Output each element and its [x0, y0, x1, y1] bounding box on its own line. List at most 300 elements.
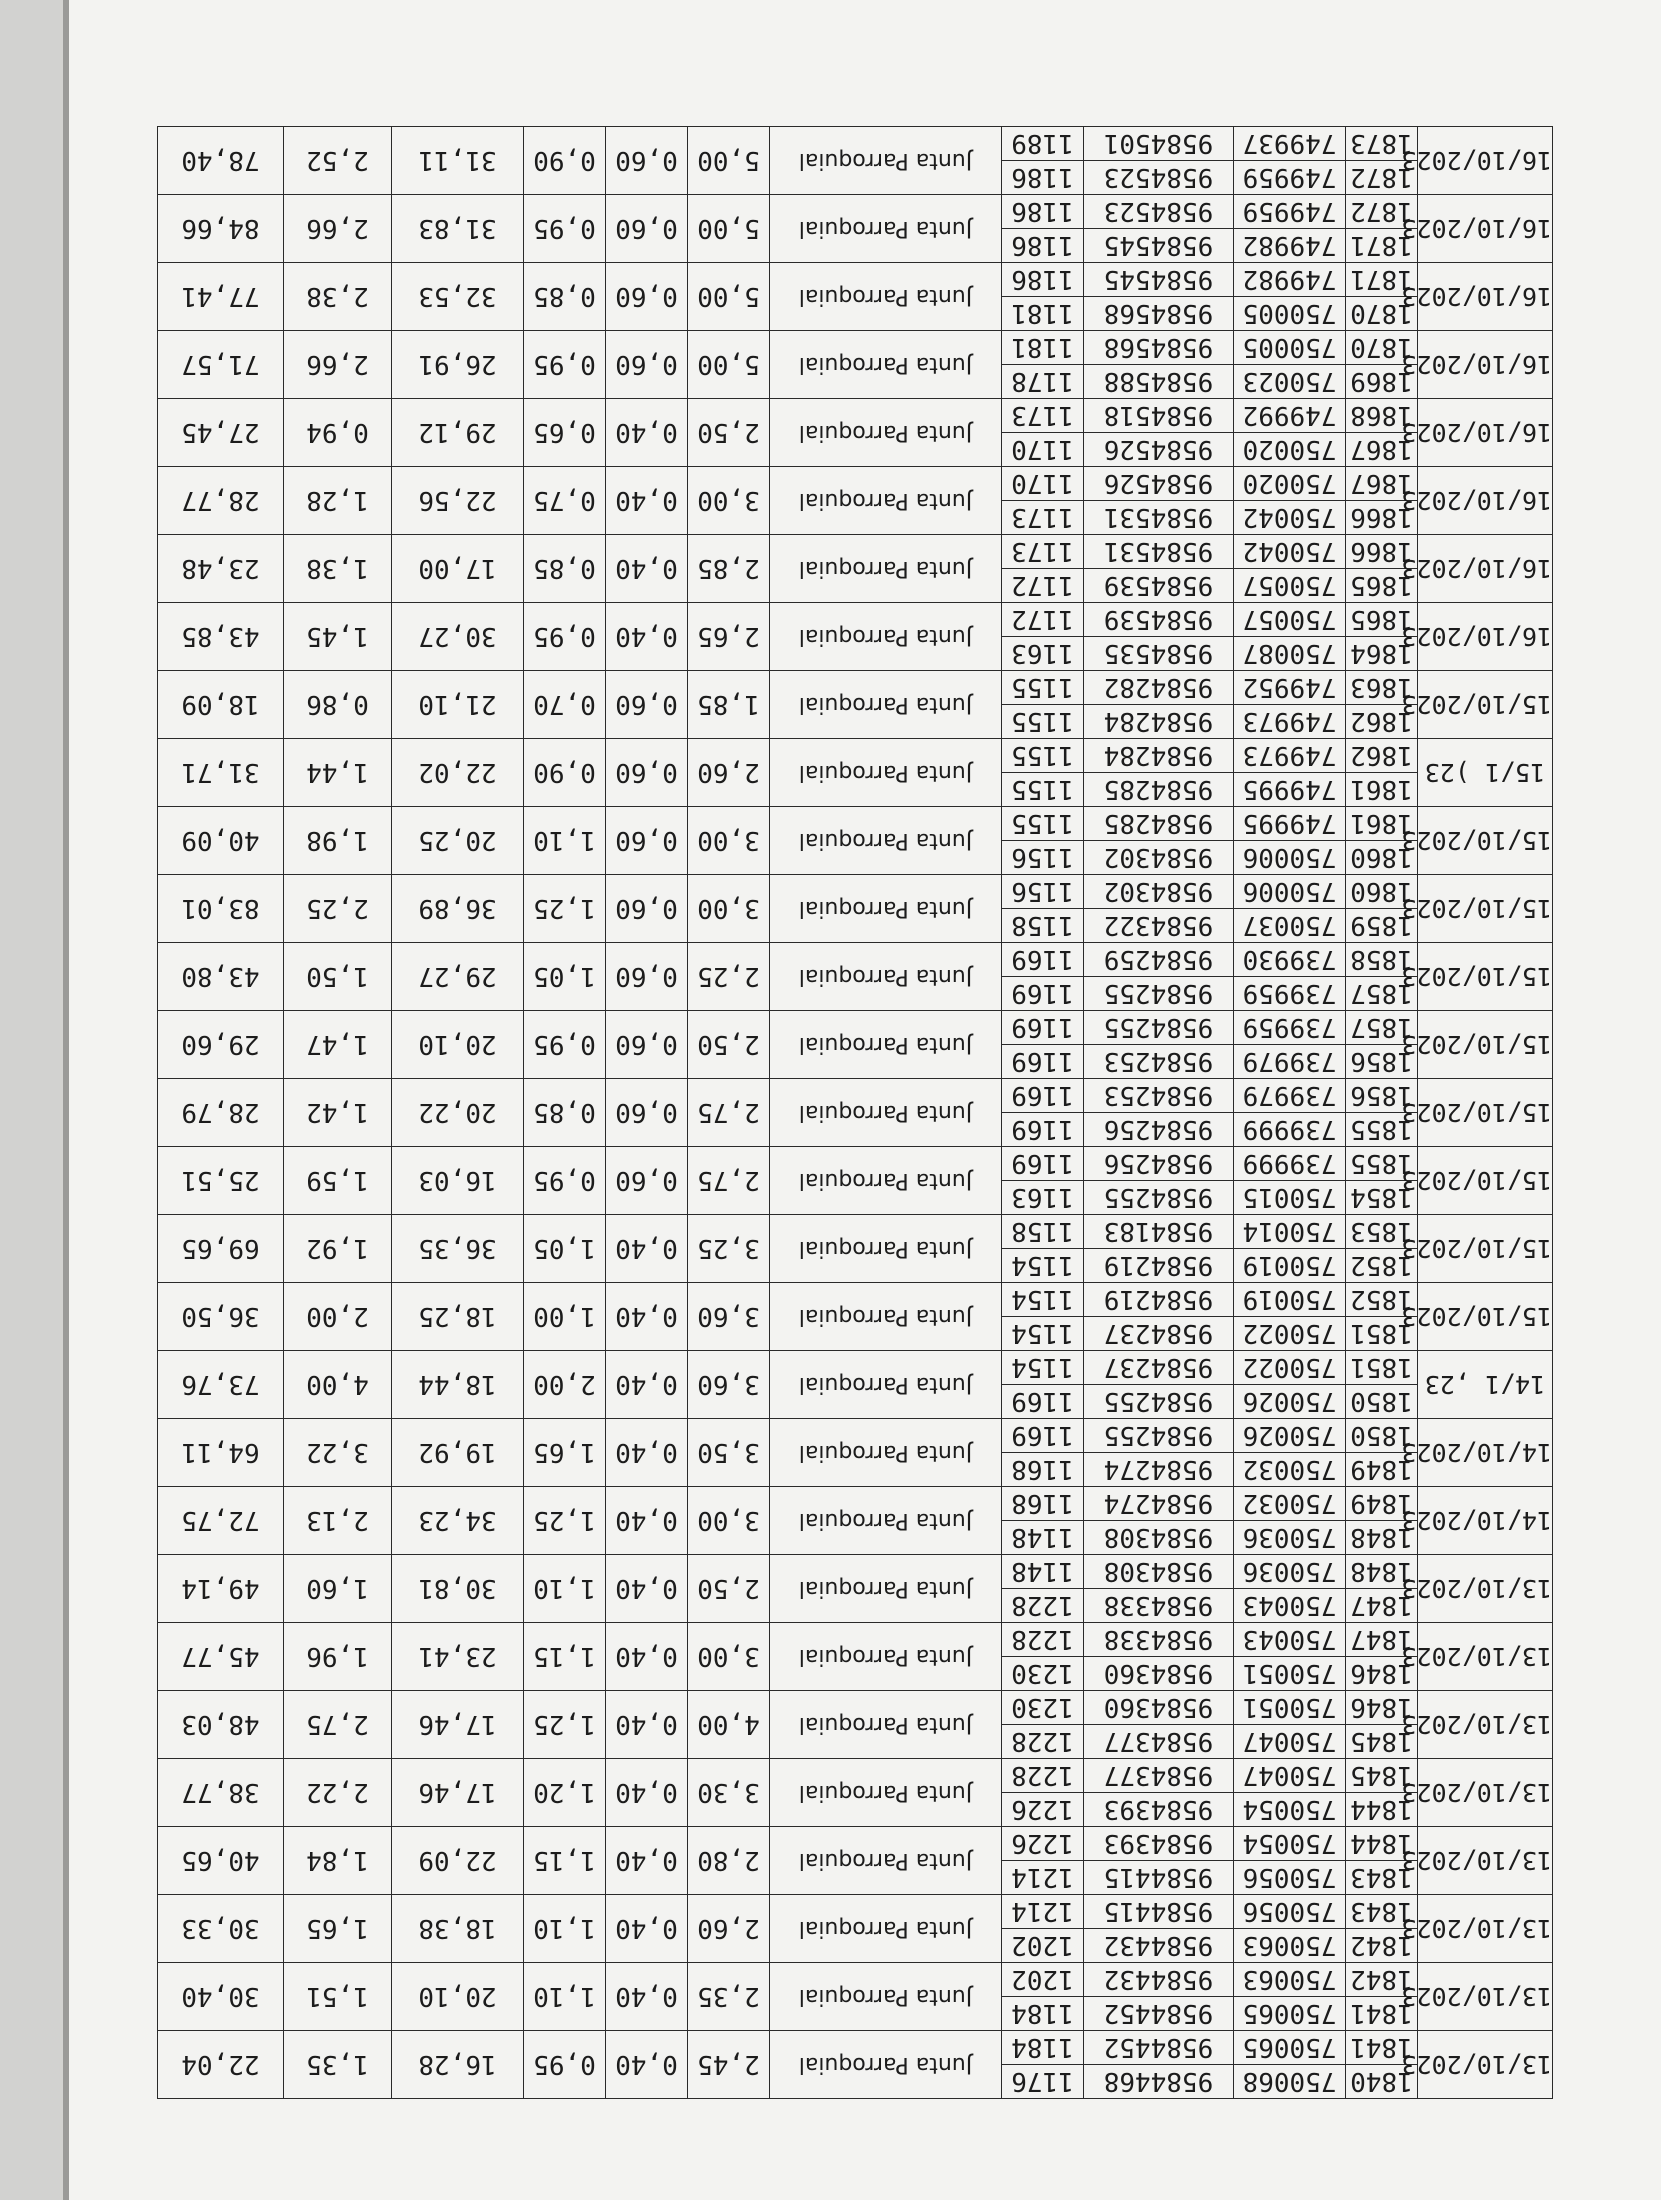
northing-cell: 9584452: [1084, 1997, 1234, 2031]
value-cell: 1,65: [284, 1895, 392, 1963]
table-row: [158, 1249, 1553, 1283]
value-cell: 1,38: [284, 535, 392, 603]
value-cell: 1,47: [284, 1011, 392, 1079]
table-row: [158, 1793, 1553, 1827]
northing-cell: 9584274: [1084, 1453, 1234, 1487]
elevation-cell: 1168: [1002, 1487, 1084, 1521]
elevation-cell: 1173: [1002, 399, 1084, 433]
value-cell: 20,22: [392, 1079, 524, 1147]
value-cell: 0,40: [606, 1215, 688, 1283]
northing-cell: 9584255: [1084, 977, 1234, 1011]
value-cell: 43,85: [158, 603, 284, 671]
northing-cell: 9584377: [1084, 1725, 1234, 1759]
value-cell: 28,77: [158, 467, 284, 535]
elevation-cell: 1176: [1002, 2065, 1084, 2099]
value-cell: 1,44: [284, 739, 392, 807]
point-id-cell: 1849: [1346, 1487, 1418, 1521]
point-id-cell: 1844: [1346, 1827, 1418, 1861]
value-cell: 0,95: [524, 331, 606, 399]
value-cell: 0,85: [524, 535, 606, 603]
date-cell: 15/10/2023: [1418, 1147, 1553, 1215]
owner-cell: Junta Parroquial: [770, 807, 1002, 875]
table-row: [158, 297, 1553, 331]
table-row: [158, 1997, 1553, 2031]
value-cell: 2,13: [284, 1487, 392, 1555]
northing-cell: 9584259: [1084, 943, 1234, 977]
point-id-cell: 1847: [1346, 1589, 1418, 1623]
point-id-cell: 1848: [1346, 1555, 1418, 1589]
value-cell: 2,65: [688, 603, 770, 671]
easting-cell: 739999: [1234, 1113, 1346, 1147]
value-cell: 0,40: [606, 2031, 688, 2099]
northing-cell: 9584415: [1084, 1895, 1234, 1929]
value-cell: 0,40: [606, 603, 688, 671]
easting-cell: 739959: [1234, 977, 1346, 1011]
value-cell: 0,40: [606, 1827, 688, 1895]
northing-cell: 9584539: [1084, 569, 1234, 603]
point-id-cell: 1872: [1346, 161, 1418, 195]
easting-cell: 750032: [1234, 1453, 1346, 1487]
northing-cell: 9584393: [1084, 1793, 1234, 1827]
point-id-cell: 1843: [1346, 1861, 1418, 1895]
elevation-cell: 1226: [1002, 1827, 1084, 1861]
value-cell: 0,40: [606, 535, 688, 603]
value-cell: 31,11: [392, 127, 524, 195]
easting-cell: 750047: [1234, 1725, 1346, 1759]
easting-cell: 750047: [1234, 1759, 1346, 1793]
elevation-cell: 1154: [1002, 1351, 1084, 1385]
value-cell: 1,65: [524, 1419, 606, 1487]
date-cell: 15/10/2023: [1418, 1011, 1553, 1079]
value-cell: 2,50: [688, 399, 770, 467]
value-cell: 18,44: [392, 1351, 524, 1419]
elevation-cell: 1169: [1002, 1419, 1084, 1453]
point-id-cell: 1854: [1346, 1181, 1418, 1215]
table-row: [158, 909, 1553, 943]
point-id-cell: 1858: [1346, 943, 1418, 977]
easting-cell: 749959: [1234, 161, 1346, 195]
date-cell: 13/10/2023: [1418, 2031, 1553, 2099]
table-row: [158, 1861, 1553, 1895]
point-id-cell: 1860: [1346, 841, 1418, 875]
point-id-cell: 1852: [1346, 1249, 1418, 1283]
value-cell: 2,00: [524, 1351, 606, 1419]
owner-cell: Junta Parroquial: [770, 1079, 1002, 1147]
easting-cell: 750020: [1234, 467, 1346, 501]
northing-cell: 9584255: [1084, 1181, 1234, 1215]
easting-cell: 749952: [1234, 671, 1346, 705]
value-cell: 1,25: [524, 875, 606, 943]
value-cell: 0,40: [606, 1759, 688, 1827]
value-cell: 3,00: [688, 875, 770, 943]
value-cell: 2,75: [688, 1147, 770, 1215]
elevation-cell: 1155: [1002, 671, 1084, 705]
value-cell: 16,28: [392, 2031, 524, 2099]
elevation-cell: 1228: [1002, 1759, 1084, 1793]
value-cell: 0,40: [606, 1555, 688, 1623]
northing-cell: 9584545: [1084, 229, 1234, 263]
owner-cell: Junta Parroquial: [770, 331, 1002, 399]
value-cell: 38,77: [158, 1759, 284, 1827]
elevation-cell: 1228: [1002, 1623, 1084, 1657]
value-cell: 36,35: [392, 1215, 524, 1283]
value-cell: 48,03: [158, 1691, 284, 1759]
value-cell: 31,71: [158, 739, 284, 807]
point-id-cell: 1845: [1346, 1725, 1418, 1759]
date-cell: 14/1 ,23: [1418, 1351, 1553, 1419]
northing-cell: 9584284: [1084, 739, 1234, 773]
value-cell: 0,40: [606, 1895, 688, 1963]
elevation-cell: 1186: [1002, 229, 1084, 263]
value-cell: 1,35: [284, 2031, 392, 2099]
value-cell: 3,22: [284, 1419, 392, 1487]
value-cell: 0,40: [606, 1283, 688, 1351]
easting-cell: 750056: [1234, 1895, 1346, 1929]
easting-cell: 750036: [1234, 1521, 1346, 1555]
value-cell: 1,05: [524, 1215, 606, 1283]
value-cell: 19,92: [392, 1419, 524, 1487]
elevation-cell: 1156: [1002, 875, 1084, 909]
northing-cell: 9584284: [1084, 705, 1234, 739]
elevation-cell: 1173: [1002, 501, 1084, 535]
value-cell: 0,95: [524, 603, 606, 671]
point-id-cell: 1846: [1346, 1657, 1418, 1691]
date-cell: 15/10/2023: [1418, 943, 1553, 1011]
point-id-cell: 1855: [1346, 1147, 1418, 1181]
northing-cell: 9584568: [1084, 297, 1234, 331]
elevation-cell: 1186: [1002, 161, 1084, 195]
easting-cell: 750019: [1234, 1283, 1346, 1317]
value-cell: 32,53: [392, 263, 524, 331]
elevation-cell: 1170: [1002, 467, 1084, 501]
value-cell: 1,00: [524, 1283, 606, 1351]
easting-cell: 750063: [1234, 1963, 1346, 1997]
value-cell: 31,83: [392, 195, 524, 263]
point-id-cell: 1866: [1346, 535, 1418, 569]
value-cell: 49,14: [158, 1555, 284, 1623]
value-cell: 17,00: [392, 535, 524, 603]
point-id-cell: 1865: [1346, 569, 1418, 603]
date-cell: 16/10/2023: [1418, 399, 1553, 467]
northing-cell: 9584255: [1084, 1419, 1234, 1453]
easting-cell: 750022: [1234, 1317, 1346, 1351]
owner-cell: Junta Parroquial: [770, 943, 1002, 1011]
owner-cell: Junta Parroquial: [770, 1215, 1002, 1283]
date-cell: 13/10/2023: [1418, 1759, 1553, 1827]
date-cell: 16/10/2023: [1418, 195, 1553, 263]
value-cell: 1,10: [524, 1555, 606, 1623]
table-row: [158, 1113, 1553, 1147]
elevation-cell: 1168: [1002, 1453, 1084, 1487]
value-cell: 29,60: [158, 1011, 284, 1079]
table-row: [158, 1521, 1553, 1555]
owner-cell: Junta Parroquial: [770, 399, 1002, 467]
date-cell: 15/10/2023: [1418, 807, 1553, 875]
value-cell: 0,85: [524, 1079, 606, 1147]
easting-cell: 739999: [1234, 1147, 1346, 1181]
value-cell: 1,50: [284, 943, 392, 1011]
value-cell: 2,85: [688, 535, 770, 603]
value-cell: 1,10: [524, 1963, 606, 2031]
date-cell: 15/10/2023: [1418, 875, 1553, 943]
point-id-cell: 1844: [1346, 1793, 1418, 1827]
value-cell: 69,65: [158, 1215, 284, 1283]
elevation-cell: 1184: [1002, 1997, 1084, 2031]
date-cell: 16/10/2023: [1418, 331, 1553, 399]
easting-cell: 750051: [1234, 1691, 1346, 1725]
point-id-cell: 1872: [1346, 195, 1418, 229]
point-id-cell: 1861: [1346, 807, 1418, 841]
elevation-cell: 1155: [1002, 773, 1084, 807]
value-cell: 0,40: [606, 1963, 688, 2031]
table-body: [158, 127, 1553, 2099]
table-row: [158, 773, 1553, 807]
value-cell: 2,22: [284, 1759, 392, 1827]
value-cell: 18,09: [158, 671, 284, 739]
northing-cell: 9584432: [1084, 1963, 1234, 1997]
value-cell: 71,57: [158, 331, 284, 399]
northing-cell: 9584338: [1084, 1589, 1234, 1623]
point-id-cell: 1871: [1346, 229, 1418, 263]
value-cell: 1,10: [524, 807, 606, 875]
northing-cell: 9584237: [1084, 1351, 1234, 1385]
value-cell: 45,77: [158, 1623, 284, 1691]
owner-cell: Junta Parroquial: [770, 1487, 1002, 1555]
owner-cell: Junta Parroquial: [770, 1011, 1002, 1079]
point-id-cell: 1863: [1346, 671, 1418, 705]
point-id-cell: 1867: [1346, 433, 1418, 467]
northing-cell: 9584468: [1084, 2065, 1234, 2099]
point-id-cell: 1870: [1346, 331, 1418, 365]
value-cell: 2,52: [284, 127, 392, 195]
value-cell: 5,00: [688, 127, 770, 195]
point-id-cell: 1868: [1346, 399, 1418, 433]
point-id-cell: 1842: [1346, 1963, 1418, 1997]
value-cell: 2,38: [284, 263, 392, 331]
value-cell: 22,04: [158, 2031, 284, 2099]
value-cell: 34,23: [392, 1487, 524, 1555]
point-id-cell: 1862: [1346, 705, 1418, 739]
value-cell: 0,94: [284, 399, 392, 467]
owner-cell: Junta Parroquial: [770, 535, 1002, 603]
value-cell: 1,85: [688, 671, 770, 739]
owner-cell: Junta Parroquial: [770, 195, 1002, 263]
value-cell: 40,09: [158, 807, 284, 875]
northing-cell: 9584302: [1084, 875, 1234, 909]
elevation-cell: 1155: [1002, 739, 1084, 773]
value-cell: 21,10: [392, 671, 524, 739]
point-id-cell: 1860: [1346, 875, 1418, 909]
elevation-cell: 1155: [1002, 807, 1084, 841]
value-cell: 1,45: [284, 603, 392, 671]
easting-cell: 749937: [1234, 127, 1346, 161]
elevation-cell: 1214: [1002, 1861, 1084, 1895]
value-cell: 0,60: [606, 195, 688, 263]
easting-cell: 749973: [1234, 705, 1346, 739]
date-cell: 16/10/2023: [1418, 127, 1553, 195]
owner-cell: Junta Parroquial: [770, 2031, 1002, 2099]
value-cell: 0,90: [524, 739, 606, 807]
easting-cell: 750015: [1234, 1181, 1346, 1215]
value-cell: 1,51: [284, 1963, 392, 2031]
table-row: [158, 365, 1553, 399]
northing-cell: 9584545: [1084, 263, 1234, 297]
value-cell: 77,41: [158, 263, 284, 331]
value-cell: 0,70: [524, 671, 606, 739]
date-cell: 13/10/2023: [1418, 1555, 1553, 1623]
value-cell: 23,48: [158, 535, 284, 603]
northing-cell: 9584360: [1084, 1657, 1234, 1691]
value-cell: 23,41: [392, 1623, 524, 1691]
elevation-cell: 1186: [1002, 195, 1084, 229]
value-cell: 0,90: [524, 127, 606, 195]
value-cell: 3,00: [688, 1623, 770, 1691]
elevation-cell: 1148: [1002, 1521, 1084, 1555]
elevation-cell: 1169: [1002, 1011, 1084, 1045]
elevation-cell: 1181: [1002, 297, 1084, 331]
value-cell: 3,00: [688, 807, 770, 875]
point-id-cell: 1856: [1346, 1045, 1418, 1079]
point-id-cell: 1857: [1346, 1011, 1418, 1045]
point-id-cell: 1847: [1346, 1623, 1418, 1657]
easting-cell: 750022: [1234, 1351, 1346, 1385]
elevation-cell: 1178: [1002, 365, 1084, 399]
value-cell: 0,40: [606, 1691, 688, 1759]
date-cell: 16/10/2023: [1418, 535, 1553, 603]
northing-cell: 9584285: [1084, 807, 1234, 841]
elevation-cell: 1148: [1002, 1555, 1084, 1589]
northing-cell: 9584360: [1084, 1691, 1234, 1725]
easting-cell: 750065: [1234, 1997, 1346, 2031]
value-cell: 22,56: [392, 467, 524, 535]
value-cell: 0,95: [524, 1011, 606, 1079]
value-cell: 36,89: [392, 875, 524, 943]
point-id-cell: 1859: [1346, 909, 1418, 943]
northing-cell: 9584539: [1084, 603, 1234, 637]
value-cell: 3,60: [688, 1283, 770, 1351]
easting-cell: 750042: [1234, 535, 1346, 569]
date-cell: 13/10/2023: [1418, 1623, 1553, 1691]
point-id-cell: 1853: [1346, 1215, 1418, 1249]
value-cell: 0,60: [606, 943, 688, 1011]
point-id-cell: 1867: [1346, 467, 1418, 501]
owner-cell: Junta Parroquial: [770, 1283, 1002, 1351]
value-cell: 1,60: [284, 1555, 392, 1623]
value-cell: 27,45: [158, 399, 284, 467]
value-cell: 17,46: [392, 1759, 524, 1827]
point-id-cell: 1856: [1346, 1079, 1418, 1113]
value-cell: 0,85: [524, 263, 606, 331]
elevation-cell: 1169: [1002, 1113, 1084, 1147]
northing-cell: 9584526: [1084, 433, 1234, 467]
value-cell: 1,05: [524, 943, 606, 1011]
elevation-cell: 1169: [1002, 1045, 1084, 1079]
easting-cell: 750014: [1234, 1215, 1346, 1249]
value-cell: 1,84: [284, 1827, 392, 1895]
value-cell: 1,96: [284, 1623, 392, 1691]
value-cell: 5,00: [688, 195, 770, 263]
northing-cell: 9584256: [1084, 1147, 1234, 1181]
easting-cell: 739930: [1234, 943, 1346, 977]
owner-cell: Junta Parroquial: [770, 1147, 1002, 1215]
value-cell: 0,60: [606, 1011, 688, 1079]
value-cell: 1,20: [524, 1759, 606, 1827]
easting-cell: 750026: [1234, 1385, 1346, 1419]
date-cell: 16/10/2023: [1418, 603, 1553, 671]
easting-cell: 750006: [1234, 875, 1346, 909]
value-cell: 3,25: [688, 1215, 770, 1283]
point-id-cell: 1873: [1346, 127, 1418, 161]
northing-cell: 9584256: [1084, 1113, 1234, 1147]
value-cell: 2,35: [688, 1963, 770, 2031]
easting-cell: 750026: [1234, 1419, 1346, 1453]
value-cell: 0,95: [524, 1147, 606, 1215]
elevation-cell: 1156: [1002, 841, 1084, 875]
value-cell: 0,40: [606, 1351, 688, 1419]
easting-cell: 750037: [1234, 909, 1346, 943]
point-id-cell: 1871: [1346, 263, 1418, 297]
northing-cell: 9584237: [1084, 1317, 1234, 1351]
table-row: [158, 229, 1553, 263]
northing-cell: 9584531: [1084, 535, 1234, 569]
easting-cell: 749959: [1234, 195, 1346, 229]
northing-cell: 9584338: [1084, 1623, 1234, 1657]
date-cell: 13/10/2023: [1418, 1691, 1553, 1759]
value-cell: 83,01: [158, 875, 284, 943]
date-cell: 16/10/2023: [1418, 263, 1553, 331]
point-id-cell: 1841: [1346, 2031, 1418, 2065]
northing-cell: 9584253: [1084, 1079, 1234, 1113]
northing-cell: 9584377: [1084, 1759, 1234, 1793]
table-row: [158, 1725, 1553, 1759]
elevation-cell: 1154: [1002, 1283, 1084, 1317]
elevation-cell: 1169: [1002, 943, 1084, 977]
easting-cell: 750068: [1234, 2065, 1346, 2099]
easting-cell: 750065: [1234, 2031, 1346, 2065]
value-cell: 2,00: [284, 1283, 392, 1351]
value-cell: 30,33: [158, 1895, 284, 1963]
value-cell: 3,60: [688, 1351, 770, 1419]
easting-cell: 750054: [1234, 1827, 1346, 1861]
elevation-cell: 1226: [1002, 1793, 1084, 1827]
owner-cell: Junta Parroquial: [770, 127, 1002, 195]
point-id-cell: 1857: [1346, 977, 1418, 1011]
elevation-cell: 1163: [1002, 1181, 1084, 1215]
value-cell: 1,15: [524, 1623, 606, 1691]
value-cell: 30,27: [392, 603, 524, 671]
elevation-cell: 1228: [1002, 1589, 1084, 1623]
table-row: [158, 569, 1553, 603]
table-row: [158, 1929, 1553, 1963]
northing-cell: 9584393: [1084, 1827, 1234, 1861]
value-cell: 0,60: [606, 875, 688, 943]
northing-cell: 9584308: [1084, 1555, 1234, 1589]
value-cell: 2,50: [688, 1011, 770, 1079]
value-cell: 0,40: [606, 399, 688, 467]
northing-cell: 9584523: [1084, 161, 1234, 195]
value-cell: 0,60: [606, 331, 688, 399]
owner-cell: Junta Parroquial: [770, 603, 1002, 671]
value-cell: 30,40: [158, 1963, 284, 2031]
value-cell: 1,10: [524, 1895, 606, 1963]
northing-cell: 9584274: [1084, 1487, 1234, 1521]
easting-cell: 750023: [1234, 365, 1346, 399]
easting-cell: 749995: [1234, 807, 1346, 841]
value-cell: 2,75: [284, 1691, 392, 1759]
elevation-cell: 1169: [1002, 1079, 1084, 1113]
owner-cell: Junta Parroquial: [770, 1351, 1002, 1419]
value-cell: 64,11: [158, 1419, 284, 1487]
